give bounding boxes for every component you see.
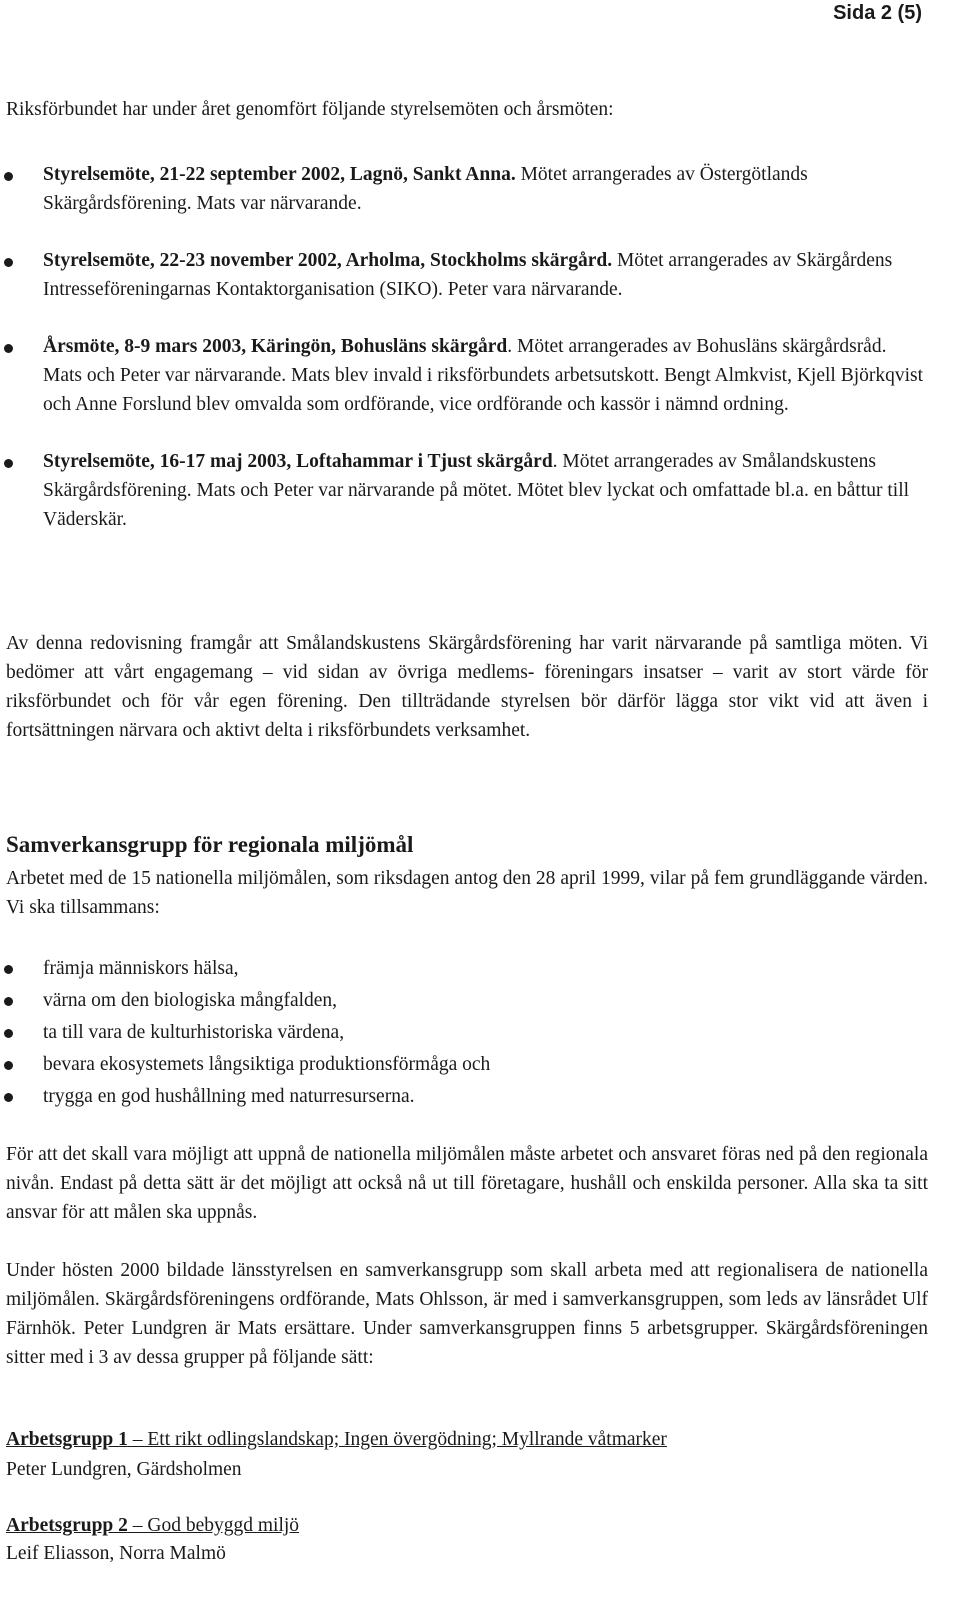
work-group-member: Peter Lundgren, Gärdsholmen (6, 1459, 242, 1480)
meeting-item (0, 332, 928, 419)
work-group-topic: – Ett rikt odlingslandskap; Ingen övergödning; Myllrande våtmarker (127, 1429, 667, 1450)
bullet-icon (4, 344, 13, 353)
meeting-title: Styrelsemöte, 22-23 november 2002, Arholma, Stockholms skärgård. (43, 250, 613, 271)
goal-item (0, 1049, 700, 1081)
section-intro: Arbetet med de 15 nationella miljömålen, som riksdagen antog den 28 april 1999, vilar på fem grundläggande värden. Vi ska tillsammans: (6, 868, 928, 918)
section-heading: Samverkansgrupp för regionala miljömål (6, 832, 414, 857)
work-group-label: Arbetsgrupp 1 (6, 1429, 128, 1450)
goal-item (0, 1081, 700, 1113)
meeting-item (0, 447, 928, 534)
goal-item (0, 1017, 700, 1049)
bullet-icon (4, 258, 13, 267)
meeting-title: Styrelsemöte, 16-17 maj 2003, Loftahammar i Tjust skärgård (43, 451, 553, 472)
meeting-item (0, 160, 928, 218)
goal-list (0, 953, 700, 1113)
summary-paragraph: Av denna redovisning framgår att Smålandskustens Skärgårdsförening har varit närvarande på samtliga möten. Vi bedömer att vårt engagemang – vid sidan av övriga medlems- föreningars insatser – varit av stort värde för riksförbundet och för vår egen förening. Den tillträdande styrelsen bör därför lägga stor vikt vid att även i fortsättningen närvara och aktivt delta i riksförbundets verksamhet. (6, 633, 928, 741)
work-group-title (6, 1429, 667, 1451)
meeting-title: Årsmöte, 8-9 mars 2003, Käringön, Bohusläns skärgård (43, 336, 508, 357)
group-paragraph: Under hösten 2000 bildade länsstyrelsen en samverkansgrupp som skall arbeta med att regionalisera de nationella miljömålen. Skärgårdsföreningens ordförande, Mats Ohlsson, är med i samverkansgruppen, som leds av länsrådet Ulf Färnhök. Peter Lundgren är Mats ersättare. Under samverkansgruppen finns 5 arbetsgrupper. Skärgårdsföreningen sitter med i 3 av dessa grupper på följande sätt: (6, 1260, 928, 1368)
goal-text: bevara ekosystemets långsiktiga produktionsförmåga och (43, 1054, 491, 1075)
meeting-text: . Mötet arrangerades av Smålandskustens Skärgårdsförening. Mats och Peter var närvarande på mötet. Mötet blev lyckat och omfattade bl.a. en båttur till Väderskär. (43, 451, 910, 530)
bullet-icon (4, 1093, 13, 1102)
meeting-list (0, 160, 960, 562)
regional-paragraph: För att det skall vara möjligt att uppnå de nationella miljömålen måste arbetet och ansvaret föras ned på den regionala nivån. Endast på detta sätt är det möjligt att också nå ut till företagare, hushåll och enskilda personer. Alla ska ta sitt ansvar för att målen ska uppnås. (6, 1144, 928, 1223)
work-group-topic: – God bebyggd miljö (127, 1515, 300, 1536)
bullet-icon (4, 172, 13, 181)
goal-item (0, 985, 700, 1017)
meeting-title: Styrelsemöte, 21-22 september 2002, Lagnö, Sankt Anna. (43, 164, 516, 185)
goal-text: värna om den biologiska mångfalden, (43, 990, 338, 1011)
meeting-item (0, 246, 928, 304)
bullet-icon (4, 459, 13, 468)
meeting-text: Mötet arrangerades av Skärgårdens Intresseföreningarnas Kontaktorganisation (SIKO). Peter vara närvarande. (43, 250, 893, 300)
bullet-icon (4, 997, 13, 1006)
goal-text: ta till vara de kulturhistoriska värdena, (43, 1022, 345, 1043)
goal-text: främja människors hälsa, (43, 958, 239, 979)
page-number: Sida 2 (5) (833, 2, 922, 24)
goal-text: trygga en god hushållning med naturresurserna. (43, 1086, 415, 1107)
work-group-title (6, 1515, 299, 1537)
bullet-icon (4, 1029, 13, 1038)
meeting-text: . Mötet arrangerades av Bohusläns skärgårdsråd. Mats och Peter var närvarande. Mats blev invald i riksförbundets arbetsutskott. Bengt Almkvist, Kjell Björkqvist och Anne Forslund blev omvalda som ordförande, vice ordförande och kassör i nämnd ordning. (43, 336, 924, 415)
goal-item (0, 953, 700, 985)
bullet-icon (4, 965, 13, 974)
meeting-text: Mötet arrangerades av Östergötlands Skärgårdsförening. Mats var närvarande. (43, 164, 808, 214)
work-group-member: Leif Eliasson, Norra Malmö (6, 1543, 226, 1564)
intro-text: Riksförbundet har under året genomfört följande styrelsemöten och årsmöten: (6, 99, 614, 120)
work-group-label: Arbetsgrupp 2 (6, 1515, 128, 1536)
bullet-icon (4, 1061, 13, 1070)
